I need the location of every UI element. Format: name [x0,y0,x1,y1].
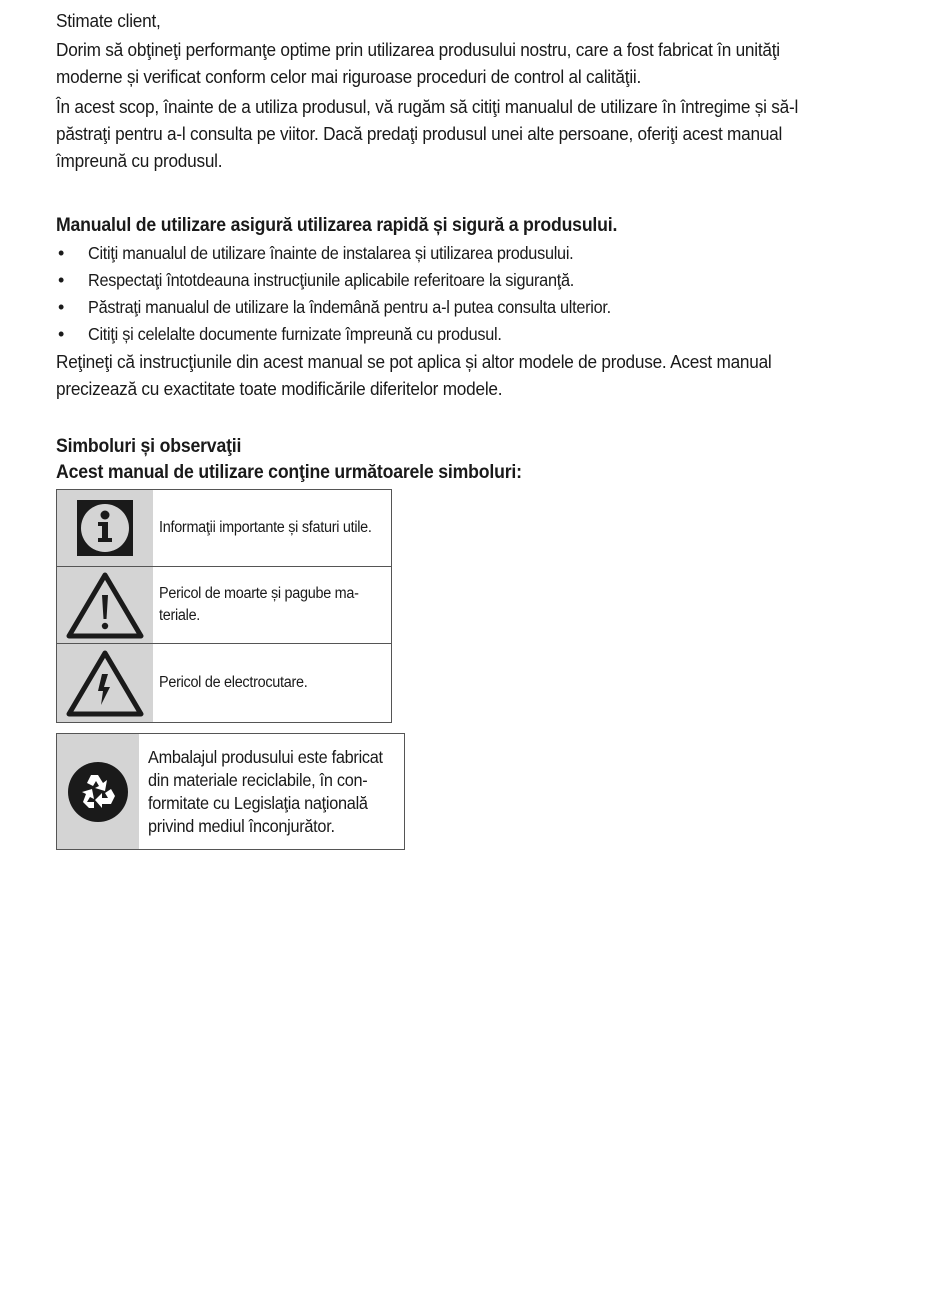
info-icon [57,490,153,566]
bullet-icon: • [58,324,65,344]
models-note: Reţineţi că instrucţiunile din acest manual se pot aplica și altor modele de produse. Acest manual precizează cu exactitate toate modificările diferitelor modele. [56,351,772,399]
intro-paragraph-2: În acest scop, înainte de a utiliza produsul, vă rugăm să citiţi manualul de utilizare în întregime și să-l păstraţi pentru a-l consulta pe viitor. Dacă predaţi produsul unei alte persoane, oferiţi acest manual împreună cu produsul. [56,96,799,171]
recycling-note: Ambalajul produsului este fabricat din materiale reciclabile, în con- formitate cu Legislaţia naţională privind mediul înconjurător. [56,733,405,850]
list-item: • Citiţi manualul de utilizare înainte de instalarea și utilizarea produsului. [56,240,650,267]
intro-paragraph-1: Dorim să obţineţi performanţe optime prin utilizarea produsului nostru, care a fost fabricat în unităţi moderne și verificat conform celor mai riguroase proceduri de control al calităţii. [56,39,780,87]
bullet-icon: • [58,243,65,263]
bullet-icon: • [58,297,65,317]
greeting: Stimate client, [56,10,161,31]
symbols-subheading: Acest manual de utilizare conţine următoarele simboluri: [56,462,522,483]
list-item: • Citiţi și celelalte documente furnizate împreună cu produsul. [56,321,650,348]
manual-bullet-list [56,240,650,348]
symbol-row-electric: Pericol de electrocutare. [57,644,391,722]
symbols-table [56,489,392,723]
bullet-icon: • [58,270,65,290]
recycle-icon [57,734,139,849]
list-item: • Respectaţi întotdeauna instrucţiunile aplicabile referitoare la siguranţă. [56,267,650,294]
symbol-row-warning: Pericol de moarte și pagube ma- teriale. [57,567,391,644]
list-item: • Păstraţi manualul de utilizare la îndemână pentru a-l putea consulta ulterior. [56,294,650,321]
electric-shock-icon [57,644,153,722]
manual-heading: Manualul de utilizare asigură utilizarea rapidă și sigură a produsului. [56,215,618,236]
symbol-row-info: Informaţii importante și sfaturi utile. [57,490,391,567]
warning-triangle-icon [57,567,153,643]
symbols-heading: Simboluri și observaţii [56,436,242,457]
